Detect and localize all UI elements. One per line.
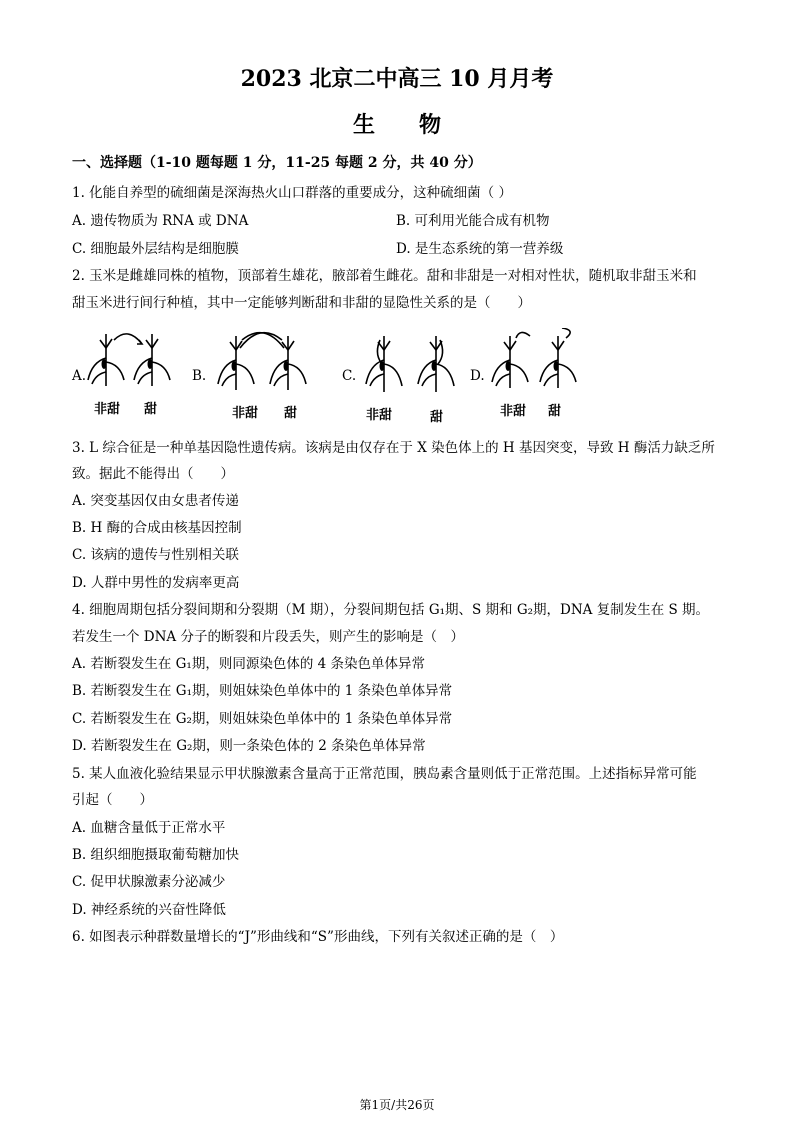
- question-4-option-a[interactable]: A. 若断裂发生在 G₁期，则同源染色体的 4 条染色单体异常: [72, 656, 425, 672]
- question-6-stem: 6. 如图表示种群数量增长的“J”形曲线和“S”形曲线，下列有关叙述正确的是（ ）: [72, 929, 564, 945]
- question-5-option-b[interactable]: B. 组织细胞摄取葡萄糖加快: [72, 847, 240, 863]
- corn-plants-c-icon: [358, 326, 468, 394]
- question-4-option-c[interactable]: C. 若断裂发生在 G₂期，则姐妹染色单体中的 1 条染色单体异常: [72, 711, 453, 727]
- option-a-non-sweet-caption: 非甜: [94, 402, 121, 417]
- question-3-option-c[interactable]: C. 该病的遗传与性别相关联: [72, 547, 239, 563]
- question-1-option-a[interactable]: A. 遗传物质为 RNA 或 DNA: [72, 213, 249, 229]
- question-1-option-b[interactable]: B. 可利用光能合成有机物: [396, 213, 550, 229]
- question-2-option-d[interactable]: [470, 328, 590, 420]
- option-b-non-sweet-caption: 非甜: [232, 406, 259, 421]
- option-d-label: D.: [470, 368, 485, 384]
- question-1-stem: 1. 化能自养型的硫细菌是深海热火山口群落的重要成分，这种硫细菌（ ）: [72, 185, 512, 201]
- question-5-stem-line1: 5. 某人血液化验结果显示甲状腺激素含量高于正常范围，胰岛素含量则低于正常范围。上述指标异常可能: [72, 766, 697, 782]
- section-heading: 一、选择题（1-10 题每题 1 分，11-25 每题 2 分，共 40 分）: [72, 155, 482, 171]
- question-4-stem-line2: 若发生一个 DNA 分子的断裂和片段丢失，则产生的影响是（ ）: [72, 629, 464, 645]
- page-title: 2023 北京二中高三 10 月月考: [240, 66, 554, 92]
- corn-plants-d-icon: [486, 328, 586, 390]
- question-2-stem-line2: 甜玉米进行间行种植，其中一定能够判断甜和非甜的显隐性关系的是（ ）: [72, 295, 531, 311]
- question-2-option-c[interactable]: [342, 326, 472, 424]
- question-2-option-b[interactable]: [192, 328, 322, 422]
- subject-title: 生 物: [352, 112, 441, 138]
- option-b-sweet-caption: 甜: [284, 406, 298, 421]
- option-b-label: B.: [192, 368, 207, 384]
- question-5-option-c[interactable]: C. 促甲状腺激素分泌减少: [72, 874, 226, 890]
- question-1-option-c[interactable]: C. 细胞最外层结构是细胞膜: [72, 241, 239, 257]
- question-4-option-d[interactable]: D. 若断裂发生在 G₂期，则一条染色体的 2 条染色单体异常: [72, 738, 426, 754]
- question-5-option-d[interactable]: D. 神经系统的兴奋性降低: [72, 902, 226, 918]
- option-c-sweet-caption: 甜: [430, 410, 444, 425]
- question-1-option-d[interactable]: D. 是生态系统的第一营养级: [396, 241, 564, 257]
- page-footer: 第1页/共26页: [359, 1098, 435, 1112]
- option-d-sweet-caption: 甜: [548, 404, 562, 419]
- corn-plants-a-icon: [84, 328, 184, 388]
- option-a-sweet-caption: 甜: [144, 402, 158, 417]
- question-5-stem-line2: 引起（ ）: [72, 792, 153, 808]
- question-4-option-b[interactable]: B. 若断裂发生在 G₁期，则姐妹染色单体中的 1 条染色单体异常: [72, 683, 453, 699]
- option-a-label: A.: [72, 368, 87, 384]
- question-3-option-a[interactable]: A. 突变基因仅由女患者传递: [72, 493, 239, 509]
- option-d-non-sweet-caption: 非甜: [500, 404, 527, 419]
- question-2-option-a[interactable]: [72, 328, 182, 418]
- question-2-stem-line1: 2. 玉米是雌雄同株的植物，顶部着生雄花，腋部着生雌花。甜和非甜是一对相对性状，随机取非甜玉米和: [72, 268, 697, 284]
- question-3-stem-line1: 3. L 综合征是一种单基因隐性遗传病。该病是由仅存在于 X 染色体上的 H 基因突变，导致 H 酶活力缺乏所: [72, 440, 715, 456]
- corn-plants-b-icon: [210, 328, 320, 392]
- question-3-stem-line2: 致。据此不能得出（ ）: [72, 466, 234, 482]
- question-3-option-d[interactable]: D. 人群中男性的发病率更高: [72, 575, 240, 591]
- question-4-stem-line1: 4. 细胞周期包括分裂间期和分裂期（M 期），分裂间期包括 G₁期、S 期和 G₂期，DNA 复制发生在 S 期。: [72, 602, 710, 618]
- option-c-label: C.: [342, 368, 357, 384]
- question-5-option-a[interactable]: A. 血糖含量低于正常水平: [72, 820, 226, 836]
- question-3-option-b[interactable]: B. H 酶的合成由核基因控制: [72, 520, 242, 536]
- option-c-non-sweet-caption: 非甜: [366, 408, 393, 423]
